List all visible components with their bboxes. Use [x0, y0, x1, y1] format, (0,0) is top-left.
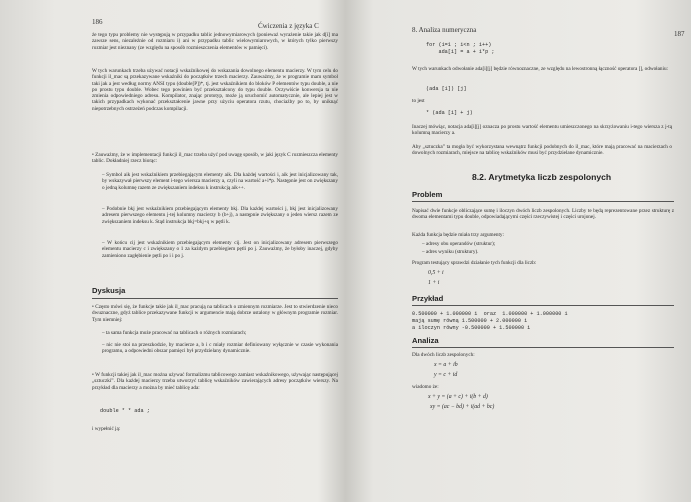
section-title: 8.2. Arytmetyka liczb zespolonych [472, 172, 612, 182]
equation-2: y = c + id [434, 372, 458, 378]
left-discussion-1: • Często mówi się, że funkcje takie jak il_mac pracują na tablicach o zmiennym rozmiarze. Jest to stwierdzenie nieco dwuznaczne, gdyż tablice przekazywane funkcji w argumencie mają dobrze ustalony w głównym programie rozmiar. Tym niemniej: [92, 304, 338, 323]
code-expression-1: (ada [i]) [j] [426, 86, 467, 92]
equation-1: x = a + ib [434, 362, 458, 368]
example-output: 0.500000 + 1.000000 i oraz 1.000000 + 1.000000 i mają sumę równą 1.500000 + 2.000000 i a iloczyn równy -0.500000 + 1.500000 i [412, 311, 568, 331]
problem-text: Napisać dwie funkcje obliczające sumę i iloczyn dwóch liczb zespolonych. Liczby te będą reprezentowane przez strukturę z dwoma elementami typu double, odpowiadającymi części rzeczywistej i części urojonej. [412, 208, 674, 221]
right-paragraph-sztuczka: Aby „sztuczka” ta mogła być wykorzystana wewnątrz funkcji podobnych do il_mac, które mają pracować na macierzach o dowolnych rozmiarach, miejsce na tablicę wskaźników musi być przydzielane dynamicznie. [412, 144, 672, 157]
wiadomo-line: wiadomo że: [412, 384, 439, 390]
dyskusja-heading: Dyskusja [92, 286, 126, 295]
equation-4: xy = (ac − bd) + i(ad + bc) [430, 404, 495, 410]
left-paragraph-3: • Zauważmy, że w implementacji funkcji il_mac trzeba użyć pod uwagę sposób, w jaki język C rozmieszcza elementy tablic. Dokładniej rzecz biorąc: [92, 152, 338, 165]
analiza-rule [412, 347, 674, 348]
program-intro: Program testujący sprawdzi działanie tych funkcji dla liczb: [412, 260, 537, 266]
right-page [346, 0, 691, 502]
left-discussion-1a: – ta sama funkcja może pracować na tablicach o różnych rozmiarach; [102, 330, 247, 336]
left-page [0, 0, 345, 502]
dyskusja-rule [92, 298, 338, 299]
code-declaration: double * * ada ; [100, 408, 150, 414]
left-dash-item-1: – Symbol aik jest wskaźnikiem przebiegającym elementy aik. Dla każdej wartości i, aik jest inicjalizowany tak, by wskazywał pierwszy element i-tego wiersza macierzy a, czyli na wartość a+i*p. Następnie jest on zwiększany o jedną kolumnę razem ze zwiększaniem indeksu k instrukcją aik++. [102, 172, 338, 191]
problem-rule [412, 201, 674, 202]
arg-item-2: – adres wyniku (struktury). [422, 249, 479, 255]
right-page-number: 187 [674, 30, 685, 38]
problem-heading: Problem [412, 190, 443, 199]
number-1: 0,5 + i [428, 270, 444, 276]
analiza-heading: Analiza [412, 336, 439, 345]
right-paragraph-inaczej: Inaczej mówiąc, notacja ada[i][j] oznacza po prostu wartość elementu umieszczonego na skrzyżowaniu i-tego wiersza z j-tą kolumną macierzy a. [412, 124, 672, 137]
left-paragraph-1: że tego typu problemy nie występują w przypadku tablic jednowymiarowych (ponieważ wyrażenie takie jak d[i] ma zawsze sens, niezależnie od rozmiaru i) ani w przypadku tablic wielowymiarowych, w których tylko pierwszy rozmiar jest nieznany (ze względu na sposób rozmieszczenia elementów w pamięci). [92, 32, 338, 51]
arg-item-1: – adresy obu operandów (struktur); [422, 241, 496, 247]
przyklad-heading: Przykład [412, 294, 444, 303]
left-running-head: Ćwiczenia z języka C [258, 22, 319, 30]
right-paragraph-ada: W tych warunkach odwołanie ada[i][j] będzie równoznaczne, ze względu na lewostronną łączność operatora [], odwołaniu: [412, 66, 668, 72]
equation-3: x + y = (a + c) + i(b + d) [428, 394, 488, 400]
code-expression-2: * (ada [i] + j) [426, 110, 473, 116]
number-2: 1 + i [428, 280, 440, 286]
code-for-loop: for (i=1 ; i<n ; i++) ada[i] = a + i*p ; [426, 42, 495, 55]
left-discussion-2: • W funkcji takiej jak il_mac można używać formalizmu tablicowego zamiast wskaźnikowego, używając następującej „sztuczki”. Dla każdej macierzy trzeba utworzyć tablicę wskaźników zawierających adresy początków wierszy. Na przykład dla macierzy a można by mieć tablicę ada: [92, 372, 338, 391]
to-jest-line: to jest [412, 98, 425, 104]
args-intro: Każda funkcja będzie miała trzy argumenty: [412, 232, 504, 238]
fill-line: i wypełnić ją: [92, 426, 121, 432]
left-dash-item-3: – W końcu cij jest wskaźnikiem przebiegającym elementy cij. Jest on inicjalizowany adresem pierwszego elementu macierzy c i zwiększany o 1 za każdym przebiegiem pętli po j. Zauważmy, że byłoby inaczej, gdyby zamieniono zagłębienie pętli po i i po j. [102, 240, 338, 259]
analiza-intro: Dla dwóch liczb zespolonych: [412, 352, 475, 358]
left-paragraph-2: W tych warunkach trzeba używać notacji wskaźnikowej do wskazania dowolnego elementu macierzy. W tym celu do funkcji il_mac są przekazywane wskaźniki do początków trzech macierzy. Zauważmy, że w programie mam symbol taki jak a jest według normy ANSI typu (double[P])*, tj. jest wskaźnikiem do bloków P elementów typu double, a nie po prostu typu double. Wobec tego powinien być przekształcony do typu double. Oczywiście konwersja ta nie zmienia odpowiedniego adresu. Kompilator, znając prototyp, może ją uruchomić automatycznie, ale lepiej jest w takich przypadkach wykonać przekształcenie jawne przy użyciu operatora rzutu, chociażby po to, by uniknąć niepotrzebnych ostrzeżeń podczas kompilacji. [92, 68, 338, 112]
przyklad-rule [412, 305, 674, 306]
right-running-head: 8. Analiza numeryczna [412, 26, 477, 34]
left-dash-item-2: – Podobnie bkj jest wskaźnikiem przebiegającym elementy bkj. Dla każdej wartości j, bkj jest inicjalizowany adresem pierwszego elementu j-tej kolumny macierzy b (b+j), a następnie zwiększany o jeden wiersz razem ze zwiększaniem indeksu k. Stąd instrukcja bkj=bkj+q w pętli k. [102, 206, 338, 225]
left-discussion-1b: – nic nie stoi na przeszkodzie, by macierze a, b i c miały rozmiar definiowany wyłącznie w czasie wykonania programu, a odpowiedni obszar pamięci był przydzielany dynamicznie. [102, 342, 338, 355]
left-page-number: 186 [92, 18, 103, 26]
